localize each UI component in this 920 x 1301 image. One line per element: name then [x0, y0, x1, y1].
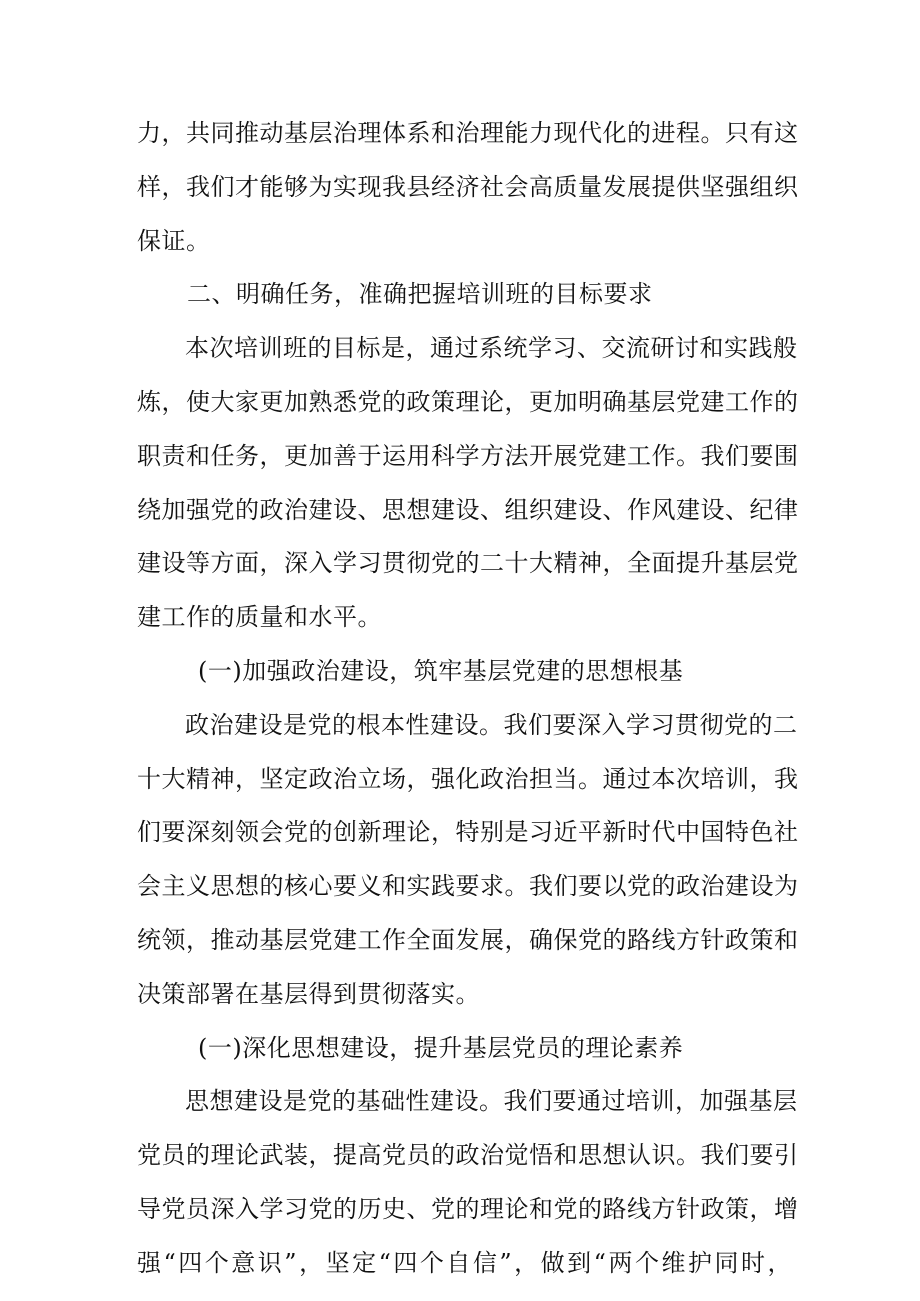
text-line: 强“四个意识”，坚定“四个自信”，做到“两个维护同时， [137, 1248, 792, 1277]
text-line: 保证。 [137, 226, 211, 255]
text-line: 党员的理论武装，提高党员的政治觉悟和思想认识。我们要引 [137, 1141, 799, 1170]
text-line: 绕加强党的政治建设、思想建设、组织建设、作风建设、纪律 [137, 495, 799, 524]
text-line: 样，我们才能够为实现我县经济社会高质量发展提供坚强组织 [137, 172, 799, 201]
document-body [137, 107, 799, 1291]
text-line: 力，共同推动基层治理体系和治理能力现代化的进程。只有这 [137, 119, 799, 147]
text-line: 会主义思想的核心要义和实践要求。我们要以党的政治建设为 [137, 872, 799, 901]
text-line: 十大精神，坚定政治立场，强化政治担当。通过本次培训，我 [137, 764, 799, 793]
text-line: 统领，推动基层党建工作全面发展，确保党的路线方针政策和 [137, 925, 799, 954]
section-heading: 二、明确任务，准确把握培训班的目标要求 [187, 280, 653, 309]
text-line: 们要深刻领会党的创新理论，特别是习近平新时代中国特色社 [137, 818, 799, 847]
paragraph-first-line: 本次培训班的目标是，通过系统学习、交流研讨和实践般 [185, 334, 798, 363]
text-line: 职责和任务，更加善于运用科学方法开展党建工作。我们要围 [137, 441, 799, 470]
paragraph-first-line: 政治建设是党的根本性建设。我们要深入学习贯彻党的二 [185, 710, 798, 739]
subsection-heading: (一)加强政治建设，筑牢基层党建的思想根基 [198, 656, 684, 685]
text-line: 建设等方面，深入学习贯彻党的二十大精神，全面提升基层党 [137, 549, 799, 578]
text-line: 建工作的质量和水平。 [137, 603, 382, 632]
subsection-heading: (一)深化思想建设，提升基层党员的理论素养 [198, 1033, 684, 1062]
text-line: 导党员深入学习党的历史、党的理论和党的路线方针政策，增 [137, 1194, 799, 1223]
text-line: 决策部署在基层得到贯彻落实。 [137, 979, 480, 1008]
text-line: 炼，使大家更加熟悉党的政策理论，更加明确基层党建工作的 [137, 387, 799, 416]
paragraph-first-line: 思想建设是党的基础性建设。我们要通过培训，加强基层 [185, 1087, 798, 1116]
